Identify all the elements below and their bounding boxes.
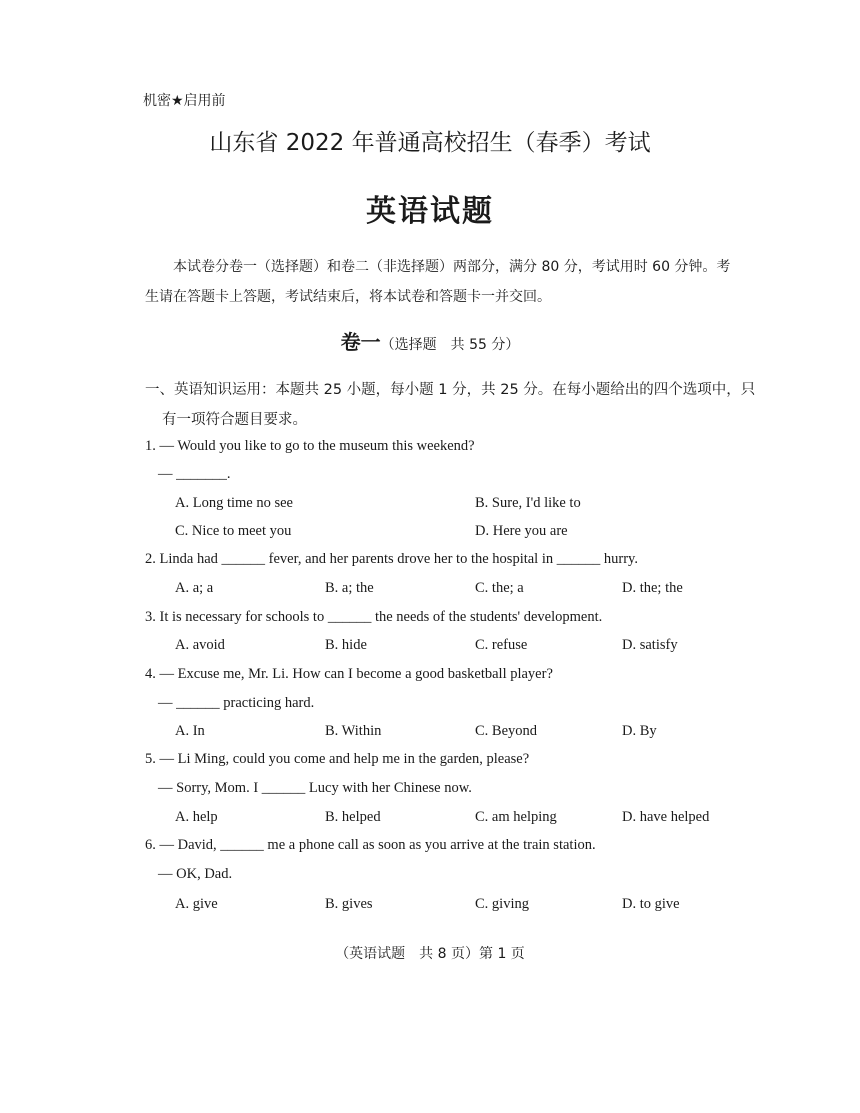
question-1-option-b: B. Sure, I'd like to	[475, 495, 581, 511]
question-5-stem: 5. — Li Ming, could you come and help me in the garden, please?	[145, 751, 530, 767]
question-2-stem: 2. Linda had ______ fever, and her parents drove her to the hospital in ______ hurry.	[145, 551, 638, 567]
question-2-option-c: C. the; a	[475, 580, 524, 596]
part-instructions-line-1: 一、英语知识运用：本题共 25 小题，每小题 1 分，共 25 分。在每小题给出的四个选项中，只	[145, 382, 756, 398]
question-1-option-d: D. Here you are	[475, 523, 568, 539]
question-4-reply: — ______ practicing hard.	[158, 695, 315, 711]
question-3-option-c: C. refuse	[475, 637, 528, 653]
section-header	[0, 326, 860, 355]
exam-title: 山东省 2022 年普通高校招生（春季）考试	[209, 130, 651, 156]
instructions-line-1: 本试卷分卷一（选择题）和卷二（非选择题）两部分，满分 80 分，考试用时 60 分钟。考	[173, 259, 731, 275]
question-4-option-a: A. In	[175, 723, 205, 739]
question-6-option-c: C. giving	[475, 896, 529, 912]
question-6-option-a: A. give	[175, 896, 218, 912]
confidential-mark: 机密★启用前	[143, 93, 226, 109]
question-3-option-b: B. hide	[325, 637, 367, 653]
question-1-reply: — _______.	[158, 466, 231, 482]
part-instructions-line-2: 有一项符合题目要求。	[162, 412, 307, 428]
question-4-stem: 4. — Excuse me, Mr. Li. How can I become a good basketball player?	[145, 666, 553, 682]
question-1-option-c: C. Nice to meet you	[175, 523, 292, 539]
question-4-option-d: D. By	[622, 723, 657, 739]
question-5-option-d: D. have helped	[622, 809, 710, 825]
question-6-option-b: B. gives	[325, 896, 373, 912]
question-6-reply: — OK, Dad.	[158, 866, 233, 882]
page-footer: （英语试题 共 8 页）第 1 页	[335, 946, 525, 962]
question-1-stem: 1. — Would you like to go to the museum this weekend?	[145, 438, 475, 454]
question-6-stem: 6. — David, ______ me a phone call as soon as you arrive at the train station.	[145, 837, 596, 853]
question-3-option-d: D. satisfy	[622, 637, 678, 653]
question-3-stem: 3. It is necessary for schools to ______ the needs of the students' development.	[145, 609, 603, 625]
question-1-option-a: A. Long time no see	[175, 495, 293, 511]
section-name: 卷一	[340, 330, 381, 354]
question-4-option-c: C. Beyond	[475, 723, 538, 739]
question-5-option-b: B. helped	[325, 809, 381, 825]
question-3-option-a: A. avoid	[175, 637, 225, 653]
question-5-reply: — Sorry, Mom. I ______ Lucy with her Chinese now.	[158, 780, 472, 796]
question-6-option-d: D. to give	[622, 896, 680, 912]
section-note: （选择题 共 55 分）	[380, 337, 520, 353]
question-2-option-b: B. a; the	[325, 580, 374, 596]
subject-title: 英语试题	[366, 194, 494, 229]
question-5-option-a: A. help	[175, 809, 218, 825]
question-5-option-c: C. am helping	[475, 809, 557, 825]
instructions-line-2: 生请在答题卡上答题，考试结束后，将本试卷和答题卡一并交回。	[145, 289, 551, 305]
question-2-option-a: A. a; a	[175, 580, 214, 596]
question-2-option-d: D. the; the	[622, 580, 683, 596]
question-4-option-b: B. Within	[325, 723, 382, 739]
